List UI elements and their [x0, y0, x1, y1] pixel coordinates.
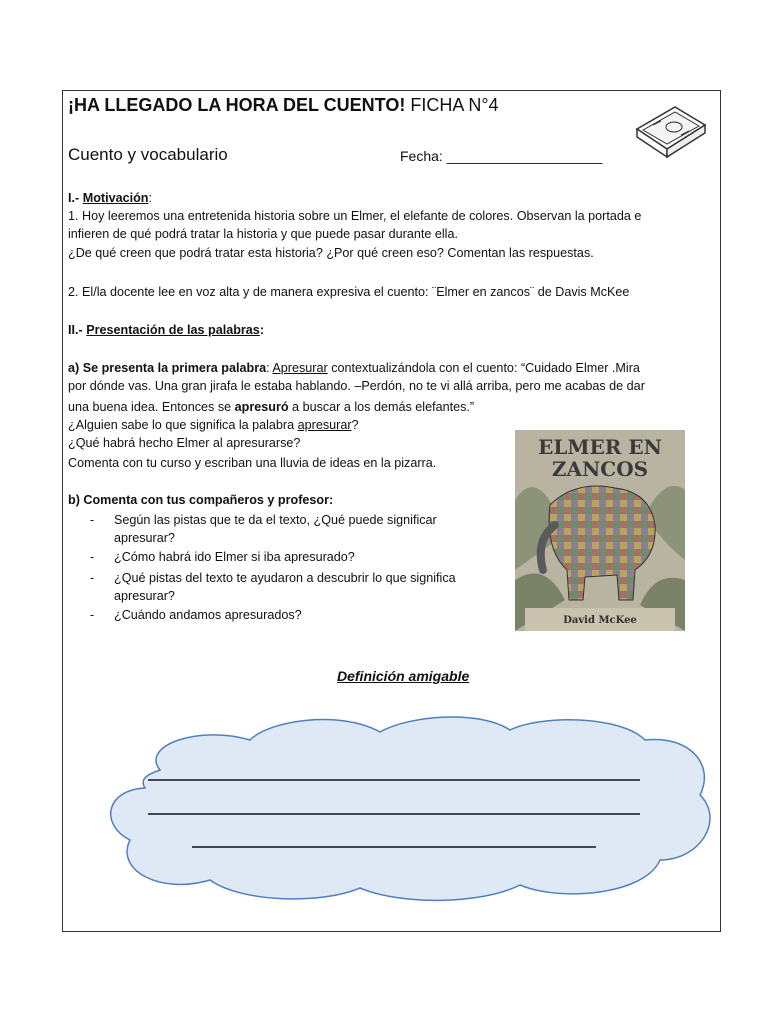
word-intro-line-3: una buena idea. Entonces se apresuró a buscar a los demás elefantes.” — [68, 400, 475, 414]
subtitle: Cuento y vocabulario — [68, 145, 228, 164]
list-item: - ¿Cómo habrá ido Elmer si iba apresurado? — [90, 550, 355, 564]
definition-cloud — [100, 710, 718, 905]
book-title-line-2: ZANCOS — [551, 457, 649, 481]
word-intro-line-1: a) Se presenta la primera palabra: Apresurar contextualizándola con el cuento: “Cuidado Elmer .Mira — [68, 361, 640, 375]
question-1: ¿Alguien sabe lo que significa la palabra apresurar? — [68, 418, 359, 432]
motivation-line-3: ¿De qué creen que podrá tratar esta historia? ¿Por qué creen eso? Comentan las respuestas. — [68, 246, 594, 260]
page-title: ¡HA LLEGADO LA HORA DEL CUENTO! FICHA N°4 — [68, 95, 499, 115]
motivation-line-2: infieren de qué podrá tratar la historia y que puede pasar durante ella. — [68, 227, 458, 241]
section-words-heading: II.- Presentación de las palabras: — [68, 323, 265, 337]
section-motivation-heading: I.- Motivación: — [68, 191, 152, 205]
book-author: David McKee — [563, 615, 637, 626]
word-intro-line-2: por dónde vas. Una gran jirafa le estaba hablando. –Perdón, no te vi allá arriba, pero me acabas de dar — [68, 379, 645, 393]
book-stack-icon — [631, 97, 709, 159]
date-field: Fecha: ____________________ — [400, 148, 603, 164]
definition-heading: Definición amigable — [337, 668, 470, 684]
motivation-line-1: 1. Hoy leeremos una entretenida historia sobre un Elmer, el elefante de colores. Observan la portada e — [68, 209, 642, 223]
question-2: ¿Qué habrá hecho Elmer al apresurarse? — [68, 436, 301, 450]
motivation-line-4: 2. El/la docente lee en voz alta y de manera expresiva el cuento: ¨Elmer en zancos¨ de Davis McKee — [68, 285, 630, 299]
list-item: - Según las pistas que te da el texto, ¿Qué puede significar apresurar? — [90, 513, 437, 545]
list-item: - ¿Qué pistas del texto te ayudaron a descubrir lo que significa apresurar? — [90, 571, 456, 603]
list-item: - ¿Cuándo andamos apresurados? — [90, 608, 302, 622]
book-title-line-1: ELMER EN — [538, 435, 662, 459]
question-3: Comenta con tu curso y escriban una lluvia de ideas en la pizarra. — [68, 456, 437, 470]
discussion-heading: b) Comenta con tus compañeros y profesor: — [68, 493, 334, 507]
book-cover-image — [515, 430, 685, 631]
